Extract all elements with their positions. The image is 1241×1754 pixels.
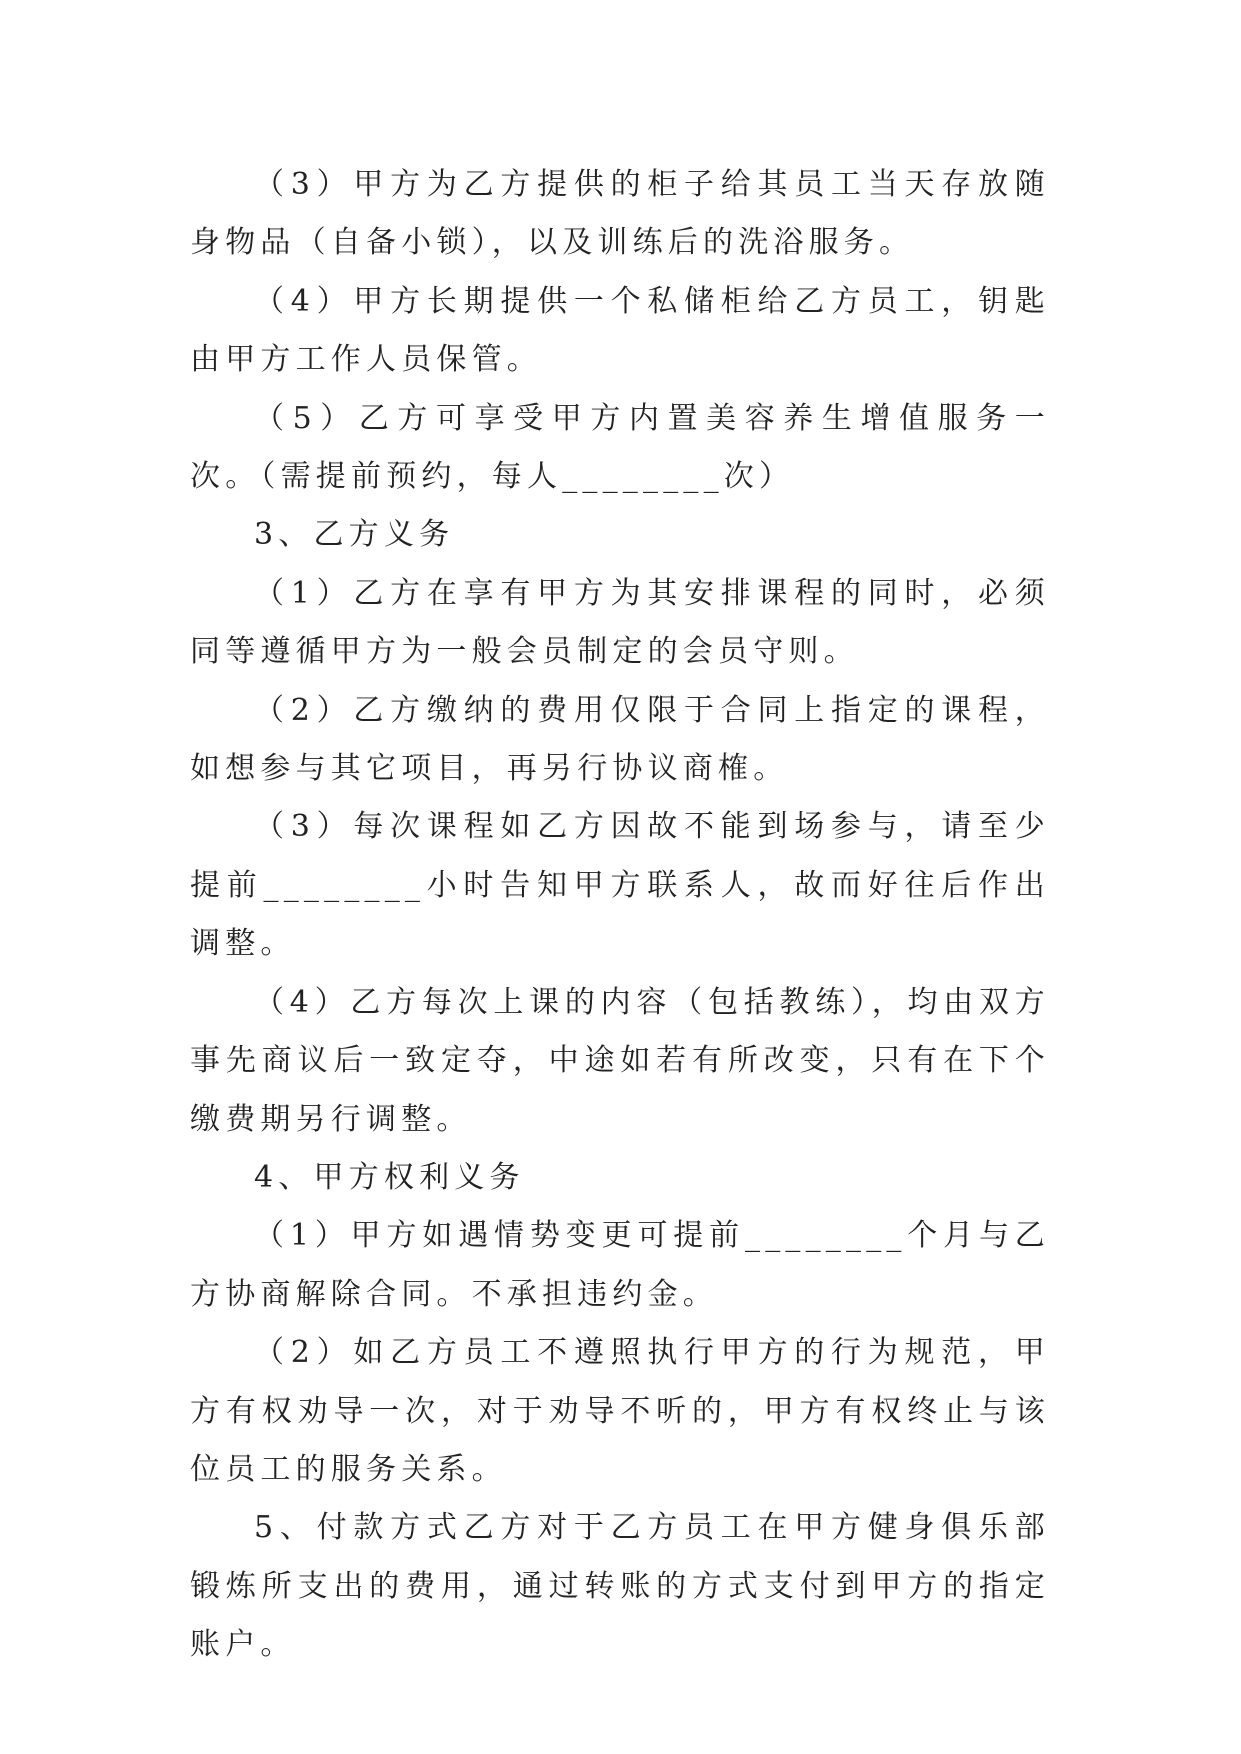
paragraph-b-3-absence-notice: （3）每次课程如乙方因故不能到场参与，请至少提前________小时告知甲方联系人，故而好往后作出调整。 — [190, 809, 1050, 962]
paragraph-3-5-beauty-service: （5）乙方可享受甲方内置美容养生增值服务一次。（需提前预约，每人________次） — [190, 400, 1050, 495]
paragraph-3-3-locker-service: （3）甲方为乙方提供的柜子给其员工当天存放随身物品（自备小锁），以及训练后的洗浴服务。 — [190, 167, 1050, 261]
paragraph-b-1-member-rules: （1）乙方在享有甲方为其安排课程的同时，必须同等遵循甲方为一般会员制定的会员守则。 — [190, 575, 1050, 670]
paragraph-a-1-termination: （1）甲方如遇情势变更可提前________个月与乙方协商解除合同。不承担违约金。 — [190, 1218, 1050, 1312]
section-heading-party-b-obligations: 3、乙方义务 — [254, 517, 455, 553]
paragraph-b-4-course-content: （4）乙方每次上课的内容（包括教练），均由双方事先商议后一致定夺，中途如若有所改变，只有在下个缴费期另行调整。 — [190, 984, 1050, 1137]
section-heading-party-a-rights: 4、甲方权利义务 — [254, 1159, 525, 1195]
paragraph-a-2-conduct: （2）如乙方员工不遵照执行甲方的行为规范，甲方有权劝导一次，对于劝导不听的，甲方有权终止与该位员工的服务关系。 — [190, 1335, 1050, 1487]
paragraph-5-payment-method: 5、付款方式乙方对于乙方员工在甲方健身俱乐部锻炼所支出的费用，通过转账的方式支付到甲方的指定账户。 — [190, 1510, 1050, 1663]
document-body — [190, 156, 1050, 1675]
paragraph-3-4-private-locker: （4）甲方长期提供一个私储柜给乙方员工，钥匙由甲方工作人员保管。 — [190, 283, 1050, 378]
paragraph-b-2-fee-scope: （2）乙方缴纳的费用仅限于合同上指定的课程，如想参与其它项目，再另行协议商榷。 — [190, 692, 1050, 787]
